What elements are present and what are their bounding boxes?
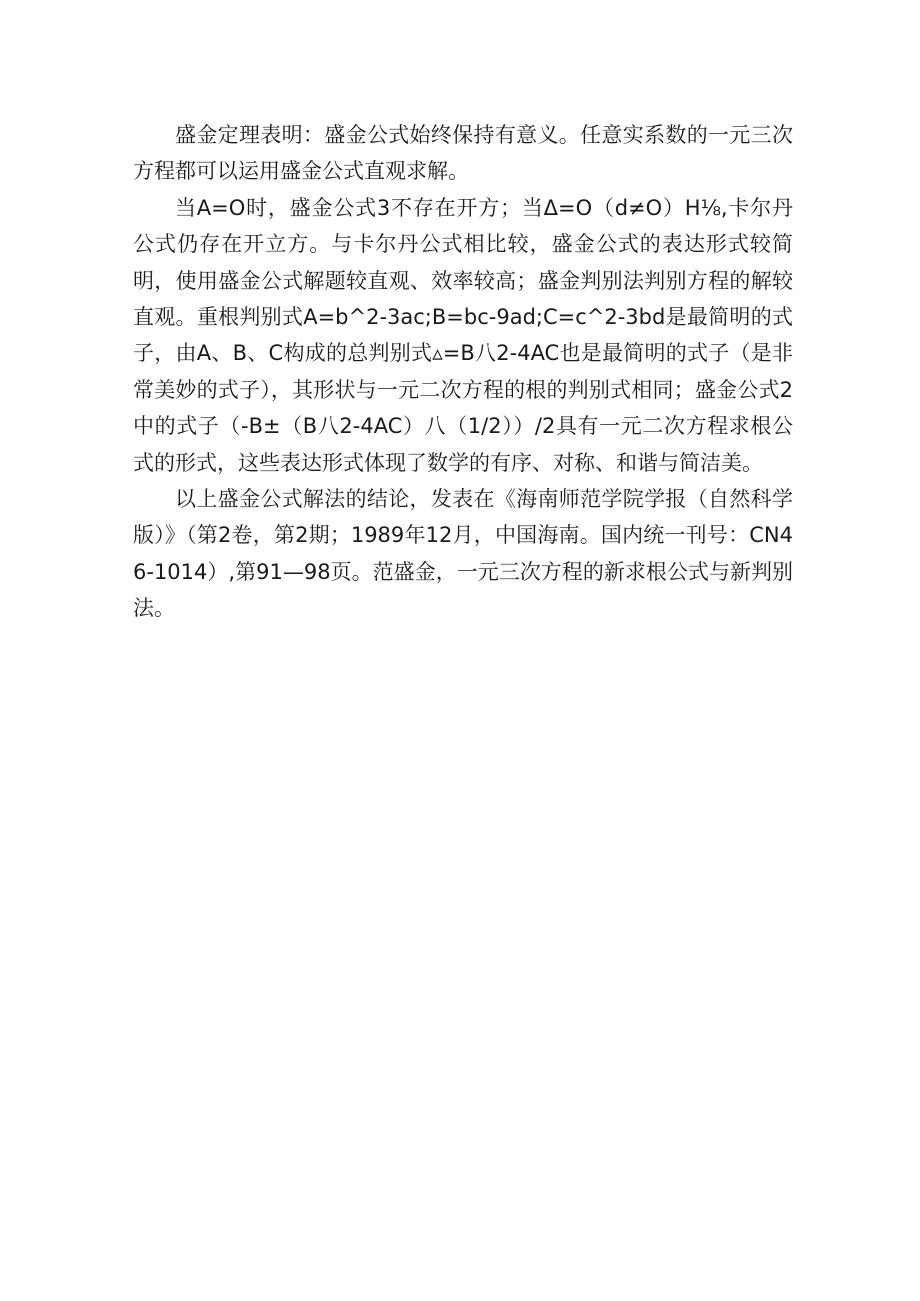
paragraph-formula-comparison: 当A=O时，盛金公式3不存在开方；当Δ=O（d≠O）H⅛,卡尔丹公式仍存在开立方。与卡尔丹公式相比较，盛金公式的表达形式较简明，使用盛金公式解题较直观、效率较高；盛金判别法判别方程的解较直观。重根判别式A=b^2-3ac;B=bc-9ad;C=c^2-3bd是最简明的式子，由A、B、C构成的总判别式▵=B八2-4AC也是最简明的式子（是非常美妙的式子），其形状与一元二次方程的根的判别式相同；盛金公式2中的式子（-B±（B八2-4AC）八（1/2））/2具有一元二次方程求根公式的形式，这些表达形式体现了数学的有序、对称、和谐与简洁美。 [133,195,793,475]
paragraph-shengjin-theorem: 盛金定理表明：盛金公式始终保持有意义。任意实系数的一元三次方程都可以运用盛金公式直观求解。 [133,123,793,184]
document-body [133,117,793,627]
paragraph-publication-reference: 以上盛金公式解法的结论，发表在《海南师范学院学报（自然科学版）》（第2卷，第2期；1989年12月，中国海南。国内统一刊号：CN46-1014）,第91—98页。范盛金，一元三次方程的新求根公式与新判别法。 [133,487,793,621]
